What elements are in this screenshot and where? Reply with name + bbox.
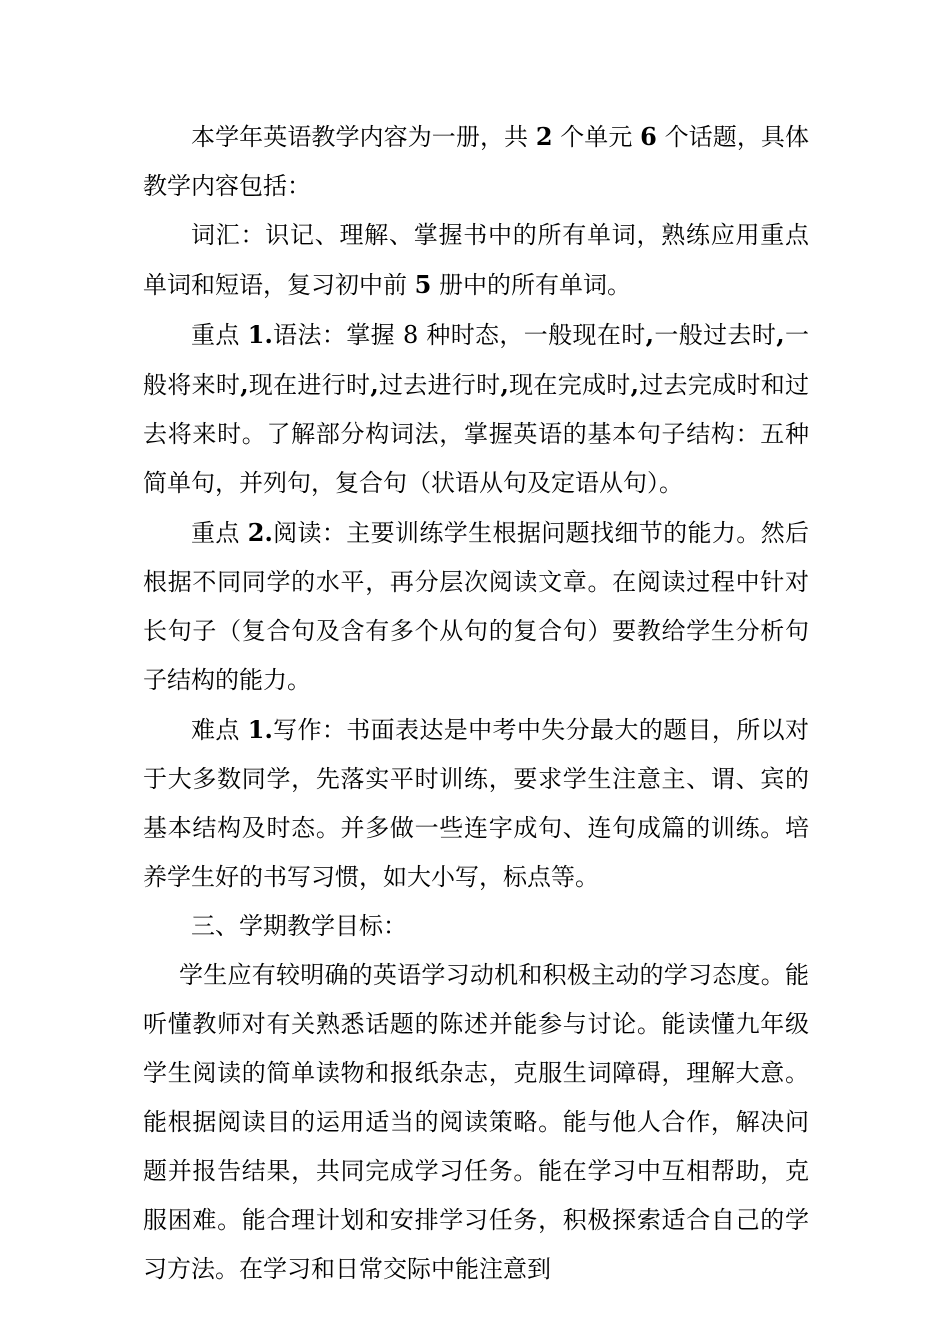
bold-text-segment: , — [645, 320, 655, 349]
paragraph-focus-reading — [143, 508, 809, 705]
bold-text-segment: 2 — [535, 122, 553, 151]
text-segment: 册中的所有单词。 — [431, 271, 631, 299]
text-segment: 现在完成时 — [508, 371, 631, 399]
text-segment: 学生应有较明确的英语学习动机和积极主动的学习态度。能听懂教师对有关熟悉话题的陈述并能参与讨论。能读懂九年级学生阅读的简单读物和报纸杂志，克服生词障碍，理解大意。能根据阅读目的运用适当的阅读策略。能与他人合作，解决问题并报告结果，共同完成学习任务。能在学习中互相帮助，克服困难。能合理计划和安排学习任务，积极探索适合自己的学习方法。在学习和日常交际中能注意到 — [143, 961, 809, 1283]
text-segment: 写作：书面表达是中考中失分最大的题目，所以对于大多数同学，先落实平时训练，要求学生注意主、谓、宾的基本结构及时态。并多做一些连字成句、连句成篇的训练。培养学生好的书写习惯，如大小写，标点等。 — [143, 716, 809, 891]
document-body — [143, 112, 809, 1294]
text-segment: 过去进行时 — [378, 371, 501, 399]
bold-text-segment: , — [776, 320, 785, 349]
bold-text-segment: , — [240, 370, 249, 399]
text-segment: 语法：掌握 8 种时态，一般现在时 — [272, 321, 646, 349]
bold-text-segment: 6 — [640, 122, 657, 151]
text-segment: 一般过去时 — [654, 321, 777, 349]
paragraph-difficulty-writing — [143, 705, 809, 902]
bold-text-segment: 2. — [247, 518, 273, 547]
text-segment: 一般将来时 — [143, 321, 809, 399]
section-heading — [143, 902, 809, 951]
paragraph-intro — [143, 112, 809, 211]
text-segment: 三、学期教学目标： — [191, 912, 407, 940]
bold-text-segment: 1. — [247, 715, 273, 744]
text-segment: 重点 — [191, 519, 248, 547]
text-segment: 过去完成时和过去将来时。了解部分构词法，掌握英语的基本句子结构：五种简单句，并列句，复合句（状语从句及定语从句）。 — [143, 371, 810, 497]
text-segment: 本学年英语教学内容为一册，共 — [191, 123, 536, 151]
bold-text-segment: 1. — [247, 320, 273, 349]
text-segment: 个单元 — [552, 123, 641, 151]
paragraph-focus-grammar — [143, 310, 809, 508]
paragraph-vocabulary — [143, 211, 809, 310]
paragraph-goals — [143, 951, 809, 1294]
text-segment: 词汇：识记、理解、掌握书中的所有单词，熟练应用重点单词和短语，复习初中前 — [143, 221, 809, 299]
bold-text-segment: , — [370, 370, 379, 399]
text-segment: 重点 — [191, 321, 248, 349]
bold-text-segment: , — [630, 370, 639, 399]
text-segment: 难点 — [191, 716, 248, 744]
text-segment: 现在进行时 — [248, 371, 371, 399]
bold-text-segment: 5 — [414, 270, 432, 299]
text-segment: 个话题，具体教学内容包括： — [143, 123, 809, 200]
bold-text-segment: , — [500, 370, 509, 399]
text-segment: 阅读：主要训练学生根据问题找细节的能力。然后根据不同同学的水平，再分层次阅读文章。在阅读过程中针对长句子（复合句及含有多个从句的复合句）要教给学生分析句子结构的能力。 — [143, 519, 809, 694]
